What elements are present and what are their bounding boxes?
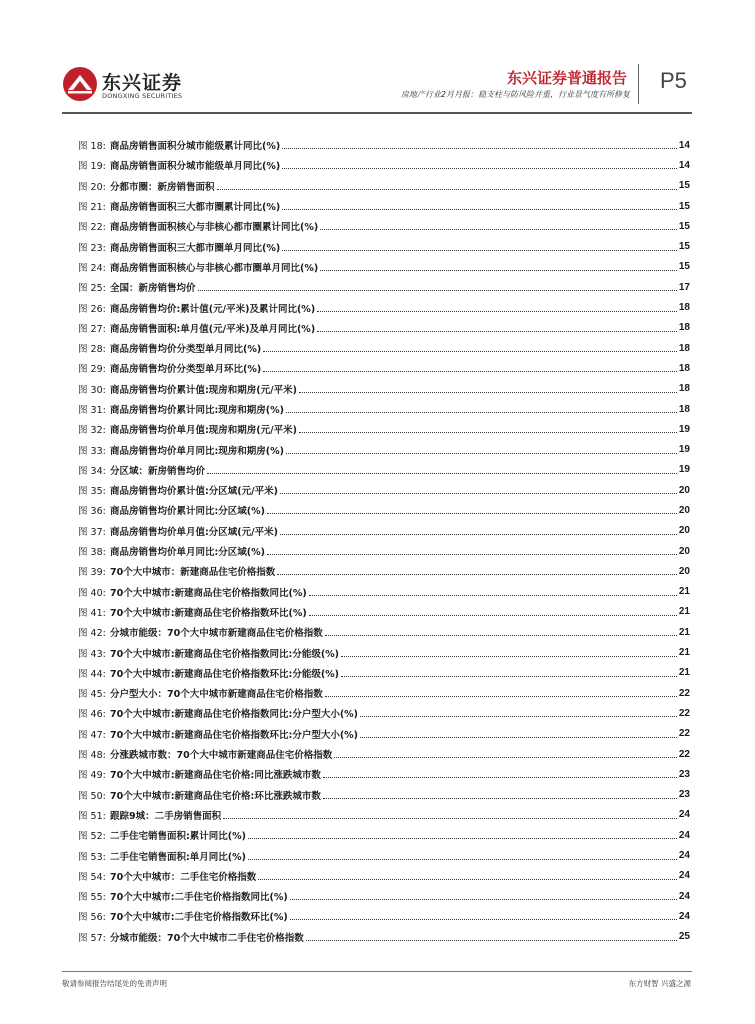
toc-figure-label: 图 28: [78, 344, 106, 356]
toc-figure-title: 商品房销售均价累计同比:分区域(%) [110, 506, 266, 518]
toc-page-number: 21 [678, 586, 690, 598]
toc-figure-label: 图 34: [78, 465, 106, 477]
toc-page-number: 19 [678, 423, 690, 435]
report-brand: 东兴证券普通报告 [506, 69, 627, 87]
figure-index-list [78, 135, 690, 947]
toc-row[interactable] [78, 764, 690, 784]
toc-page-number: 21 [678, 667, 690, 679]
toc-page-number: 18 [678, 383, 690, 395]
toc-row[interactable] [78, 785, 690, 805]
toc-row[interactable] [78, 176, 690, 196]
toc-figure-title: 分区域：新房销售均价 [110, 465, 206, 477]
toc-figure-label: 图 54: [78, 871, 106, 883]
toc-figure-title: 70个大中城市:新建商品住宅价格:环比涨跌城市数 [110, 790, 321, 802]
toc-dot-leader [267, 512, 677, 514]
toc-row[interactable] [78, 703, 690, 723]
toc-figure-label: 图 35: [78, 486, 106, 498]
toc-dot-leader [248, 837, 677, 839]
toc-figure-title: 商品房销售面积分城市能级累计同比(%) [110, 141, 281, 153]
toc-figure-title: 70个大中城市:新建商品住宅价格指数同比:分能级(%) [110, 648, 340, 660]
toc-figure-title: 商品房销售均价分类型单月同比(%) [110, 344, 262, 356]
footer-slogan: 东方财智 兴盛之源 [628, 979, 691, 988]
toc-figure-title: 分城市能级：70个大中城市二手住宅价格指数 [110, 932, 304, 944]
toc-figure-title: 商品房销售面积核心与非核心都市圈累计同比(%) [110, 222, 319, 234]
toc-row[interactable] [78, 379, 690, 399]
toc-dot-leader [299, 391, 677, 393]
toc-figure-title: 70个大中城市:新建商品住宅价格指数环比:分能级(%) [110, 668, 340, 680]
toc-row[interactable] [78, 439, 690, 459]
toc-row[interactable] [78, 521, 690, 541]
toc-figure-title: 分城市能级：70个大中城市新建商品住宅价格指数 [110, 628, 323, 640]
toc-page-number: 24 [678, 809, 690, 821]
toc-dot-leader [325, 695, 677, 697]
toc-figure-title: 70个大中城市:二手住宅价格指数同比(%) [110, 892, 288, 904]
toc-page-number: 15 [678, 241, 690, 253]
toc-page-number: 19 [678, 444, 690, 456]
toc-page-number: 21 [678, 626, 690, 638]
toc-page-number: 25 [678, 931, 690, 943]
toc-row[interactable] [78, 825, 690, 845]
toc-figure-label: 图 52: [78, 831, 106, 843]
logo-mark-icon [62, 66, 98, 102]
toc-figure-label: 图 50: [78, 790, 106, 802]
toc-figure-label: 图 22: [78, 222, 106, 234]
toc-row[interactable] [78, 724, 690, 744]
toc-dot-leader [323, 797, 677, 799]
toc-row[interactable] [78, 358, 690, 378]
toc-page-number: 18 [678, 403, 690, 415]
toc-page-number: 21 [678, 647, 690, 659]
toc-dot-leader [317, 330, 677, 332]
toc-figure-title: 70个大中城市:新建商品住宅价格指数同比(%) [110, 587, 307, 599]
header-rule [62, 112, 692, 114]
toc-page-number: 24 [678, 910, 690, 922]
toc-figure-title: 商品房销售均价累计值:分区域(元/平米) [110, 486, 278, 498]
toc-dot-leader [286, 452, 677, 454]
toc-row[interactable] [78, 155, 690, 175]
toc-dot-leader [217, 188, 677, 190]
toc-figure-label: 图 40: [78, 587, 106, 599]
report-subtitle: 房地产行业2月月报：稳支柱与防风险并重，行业景气度有所修复 [400, 90, 630, 99]
toc-dot-leader [323, 776, 677, 778]
toc-figure-label: 图 48: [78, 750, 106, 762]
toc-page-number: 18 [678, 302, 690, 314]
toc-figure-label: 图 41: [78, 607, 106, 619]
toc-dot-leader [325, 634, 677, 636]
toc-page-number: 15 [678, 180, 690, 192]
toc-row[interactable] [78, 277, 690, 297]
toc-figure-label: 图 24: [78, 262, 106, 274]
toc-figure-label: 图 42: [78, 628, 106, 640]
toc-row[interactable] [78, 135, 690, 155]
footer-disclaimer: 敬请参阅报告结尾处的免责声明 [62, 979, 167, 988]
toc-page-number: 22 [678, 728, 690, 740]
toc-row[interactable] [78, 541, 690, 561]
toc-row[interactable] [78, 906, 690, 926]
toc-figure-title: 商品房销售均价单月同比:现房和期房(%) [110, 445, 285, 457]
toc-figure-label: 图 45: [78, 689, 106, 701]
toc-dot-leader [341, 655, 677, 657]
toc-row[interactable] [78, 663, 690, 683]
toc-dot-leader [282, 208, 677, 210]
toc-figure-label: 图 53: [78, 851, 106, 863]
toc-row[interactable] [78, 399, 690, 419]
toc-figure-label: 图 26: [78, 303, 106, 315]
toc-page-number: 23 [678, 768, 690, 780]
toc-page-number: 24 [678, 870, 690, 882]
toc-row[interactable] [78, 845, 690, 865]
toc-dot-leader [290, 898, 677, 900]
toc-figure-title: 商品房销售均价单月同比:分区域(%) [110, 547, 266, 559]
toc-row[interactable] [78, 805, 690, 825]
toc-dot-leader [299, 431, 677, 433]
toc-figure-label: 图 47: [78, 729, 106, 741]
toc-figure-label: 图 31: [78, 405, 106, 416]
toc-row[interactable] [78, 622, 690, 642]
toc-figure-title: 商品房销售均价:累计值(元/平米)及累计同比(%) [110, 303, 316, 315]
toc-dot-leader [207, 472, 677, 474]
toc-page-number: 15 [678, 200, 690, 212]
toc-figure-label: 图 23: [78, 242, 106, 254]
toc-dot-leader [282, 147, 677, 149]
toc-page-number: 14 [678, 139, 690, 151]
toc-figure-label: 图 37: [78, 526, 106, 538]
toc-dot-leader [263, 370, 677, 372]
toc-page-number: 14 [678, 159, 690, 171]
toc-figure-label: 图 44: [78, 668, 106, 680]
toc-row[interactable] [78, 196, 690, 216]
toc-row[interactable] [78, 602, 690, 622]
toc-page-number: 20 [678, 525, 690, 537]
company-logo [62, 66, 202, 106]
toc-page-number: 18 [678, 362, 690, 374]
toc-dot-leader [198, 289, 677, 291]
toc-row[interactable] [78, 582, 690, 602]
toc-figure-title: 商品房销售面积三大都市圈单月同比(%) [110, 242, 281, 254]
toc-figure-title: 70个大中城市:二手住宅价格指数环比(%) [110, 912, 288, 924]
toc-figure-title: 商品房销售面积:单月值(元/平米)及单月同比(%) [110, 323, 316, 335]
toc-page-number: 20 [678, 504, 690, 516]
toc-figure-label: 图 56: [78, 912, 106, 924]
toc-figure-label: 图 25: [78, 283, 106, 295]
toc-page-number: 20 [678, 484, 690, 496]
toc-figure-title: 分都市圈：新房销售面积 [110, 181, 215, 193]
toc-figure-label: 图 49: [78, 770, 106, 782]
toc-row[interactable] [78, 927, 690, 947]
toc-dot-leader [282, 249, 677, 251]
toc-figure-label: 图 51: [78, 810, 106, 822]
toc-dot-leader [360, 715, 677, 717]
toc-row[interactable] [78, 318, 690, 338]
toc-figure-title: 商品房销售均价单月值:分区域(元/平米) [110, 526, 278, 538]
toc-dot-leader [317, 310, 677, 312]
toc-figure-label: 图 29: [78, 364, 106, 376]
toc-figure-title: 70个大中城市：二手住宅价格指数 [110, 871, 257, 883]
toc-row[interactable] [78, 297, 690, 317]
toc-row[interactable] [78, 419, 690, 439]
toc-page-number: 15 [678, 261, 690, 273]
toc-row[interactable] [78, 480, 690, 500]
footer-rule [62, 971, 692, 972]
toc-dot-leader [309, 614, 677, 616]
toc-figure-title: 70个大中城市:新建商品住宅价格指数环比:分户型大小(%) [110, 729, 359, 741]
page-number: P5 [660, 68, 687, 93]
toc-figure-title: 商品房销售均价累计值:现房和期房(元/平米) [110, 384, 297, 396]
toc-dot-leader [280, 492, 677, 494]
toc-page-number: 24 [678, 890, 690, 902]
toc-figure-title: 商品房销售面积三大都市圈累计同比(%) [110, 202, 281, 214]
toc-page-number: 24 [678, 829, 690, 841]
toc-row[interactable] [78, 257, 690, 277]
header-divider [638, 64, 639, 104]
toc-page-number: 24 [678, 850, 690, 862]
toc-figure-title: 二手住宅销售面积:单月同比(%) [110, 851, 247, 863]
toc-figure-label: 图 39: [78, 567, 106, 579]
toc-figure-title: 商品房销售面积分城市能级单月同比(%) [110, 161, 281, 173]
toc-dot-leader [320, 228, 677, 230]
toc-figure-label: 图 21: [78, 202, 106, 214]
toc-figure-title: 70个大中城市:新建商品住宅价格指数环比(%) [110, 607, 307, 619]
toc-figure-title: 商品房销售均价单月值:现房和期房(元/平米) [110, 425, 297, 437]
toc-figure-title: 商品房销售面积核心与非核心都市圈单月同比(%) [110, 262, 319, 274]
toc-page-number: 18 [678, 322, 690, 334]
toc-figure-label: 图 20: [78, 181, 106, 193]
toc-figure-title: 全国：新房销售均价 [110, 283, 196, 295]
toc-figure-label: 图 33: [78, 445, 106, 457]
toc-page-number: 23 [678, 789, 690, 801]
toc-figure-label: 图 32: [78, 425, 106, 437]
toc-dot-leader [280, 533, 677, 535]
toc-page-number: 21 [678, 606, 690, 618]
toc-dot-leader [309, 594, 677, 596]
toc-figure-label: 图 38: [78, 547, 106, 559]
toc-page-number: 15 [678, 220, 690, 232]
toc-dot-leader [277, 573, 677, 575]
toc-dot-leader [282, 167, 677, 169]
page-header [0, 0, 755, 115]
toc-row[interactable] [78, 744, 690, 764]
toc-page-number: 19 [678, 464, 690, 476]
toc-figure-title: 分涨跌城市数：70个大中城市新建商品住宅价格指数 [110, 750, 333, 762]
toc-page-number: 20 [678, 545, 690, 557]
toc-figure-title: 二手住宅销售面积:累计同比(%) [110, 831, 247, 843]
toc-row[interactable] [78, 236, 690, 256]
toc-page-number: 22 [678, 748, 690, 760]
toc-figure-title: 70个大中城市:新建商品住宅价格指数同比:分户型大小(%) [110, 709, 359, 721]
toc-figure-label: 图 43: [78, 648, 106, 660]
toc-page-number: 22 [678, 707, 690, 719]
toc-row[interactable] [78, 642, 690, 662]
toc-page-number: 20 [678, 565, 690, 577]
toc-row[interactable] [78, 338, 690, 358]
toc-row[interactable] [78, 561, 690, 581]
toc-dot-leader [263, 350, 677, 352]
toc-figure-label: 图 18: [78, 141, 106, 153]
toc-row[interactable] [78, 866, 690, 886]
toc-figure-label: 图 30: [78, 384, 106, 396]
toc-figure-title: 商品房销售均价分类型单月环比(%) [110, 364, 262, 376]
toc-dot-leader [258, 878, 677, 880]
toc-row[interactable] [78, 886, 690, 906]
toc-row[interactable] [78, 216, 690, 236]
toc-dot-leader [290, 918, 677, 920]
toc-page-number: 18 [678, 342, 690, 354]
toc-figure-label: 图 36: [78, 506, 106, 518]
toc-dot-leader [341, 675, 677, 677]
toc-row[interactable] [78, 460, 690, 480]
toc-figure-label: 图 57: [78, 932, 106, 944]
toc-dot-leader [248, 858, 677, 860]
toc-dot-leader [267, 553, 677, 555]
logo-text-cn: 东兴证券 [102, 72, 183, 94]
toc-dot-leader [360, 736, 677, 738]
toc-figure-label: 图 27: [78, 323, 106, 335]
toc-row[interactable] [78, 500, 690, 520]
toc-figure-title: 分户型大小：70个大中城市新建商品住宅价格指数 [110, 689, 323, 701]
toc-figure-title: 70个大中城市:新建商品住宅价格:同比涨跌城市数 [110, 770, 321, 782]
toc-dot-leader [286, 411, 677, 413]
logo-text-en: DONGXING SECURITIES [102, 92, 183, 100]
toc-dot-leader [334, 756, 677, 758]
toc-dot-leader [320, 269, 677, 271]
toc-figure-label: 图 19: [78, 161, 106, 173]
toc-page-number: 17 [678, 281, 690, 293]
toc-page-number: 22 [678, 687, 690, 699]
toc-figure-title: 商品房销售均价累计同比:现房和期房(%) [110, 405, 285, 416]
toc-figure-label: 图 55: [78, 892, 106, 904]
toc-figure-title: 跟踪9城：二手房销售面积 [110, 810, 222, 822]
toc-figure-title: 70个大中城市：新建商品住宅价格指数 [110, 567, 276, 579]
toc-dot-leader [223, 817, 677, 819]
toc-figure-label: 图 46: [78, 709, 106, 721]
toc-dot-leader [306, 939, 677, 941]
toc-row[interactable] [78, 683, 690, 703]
